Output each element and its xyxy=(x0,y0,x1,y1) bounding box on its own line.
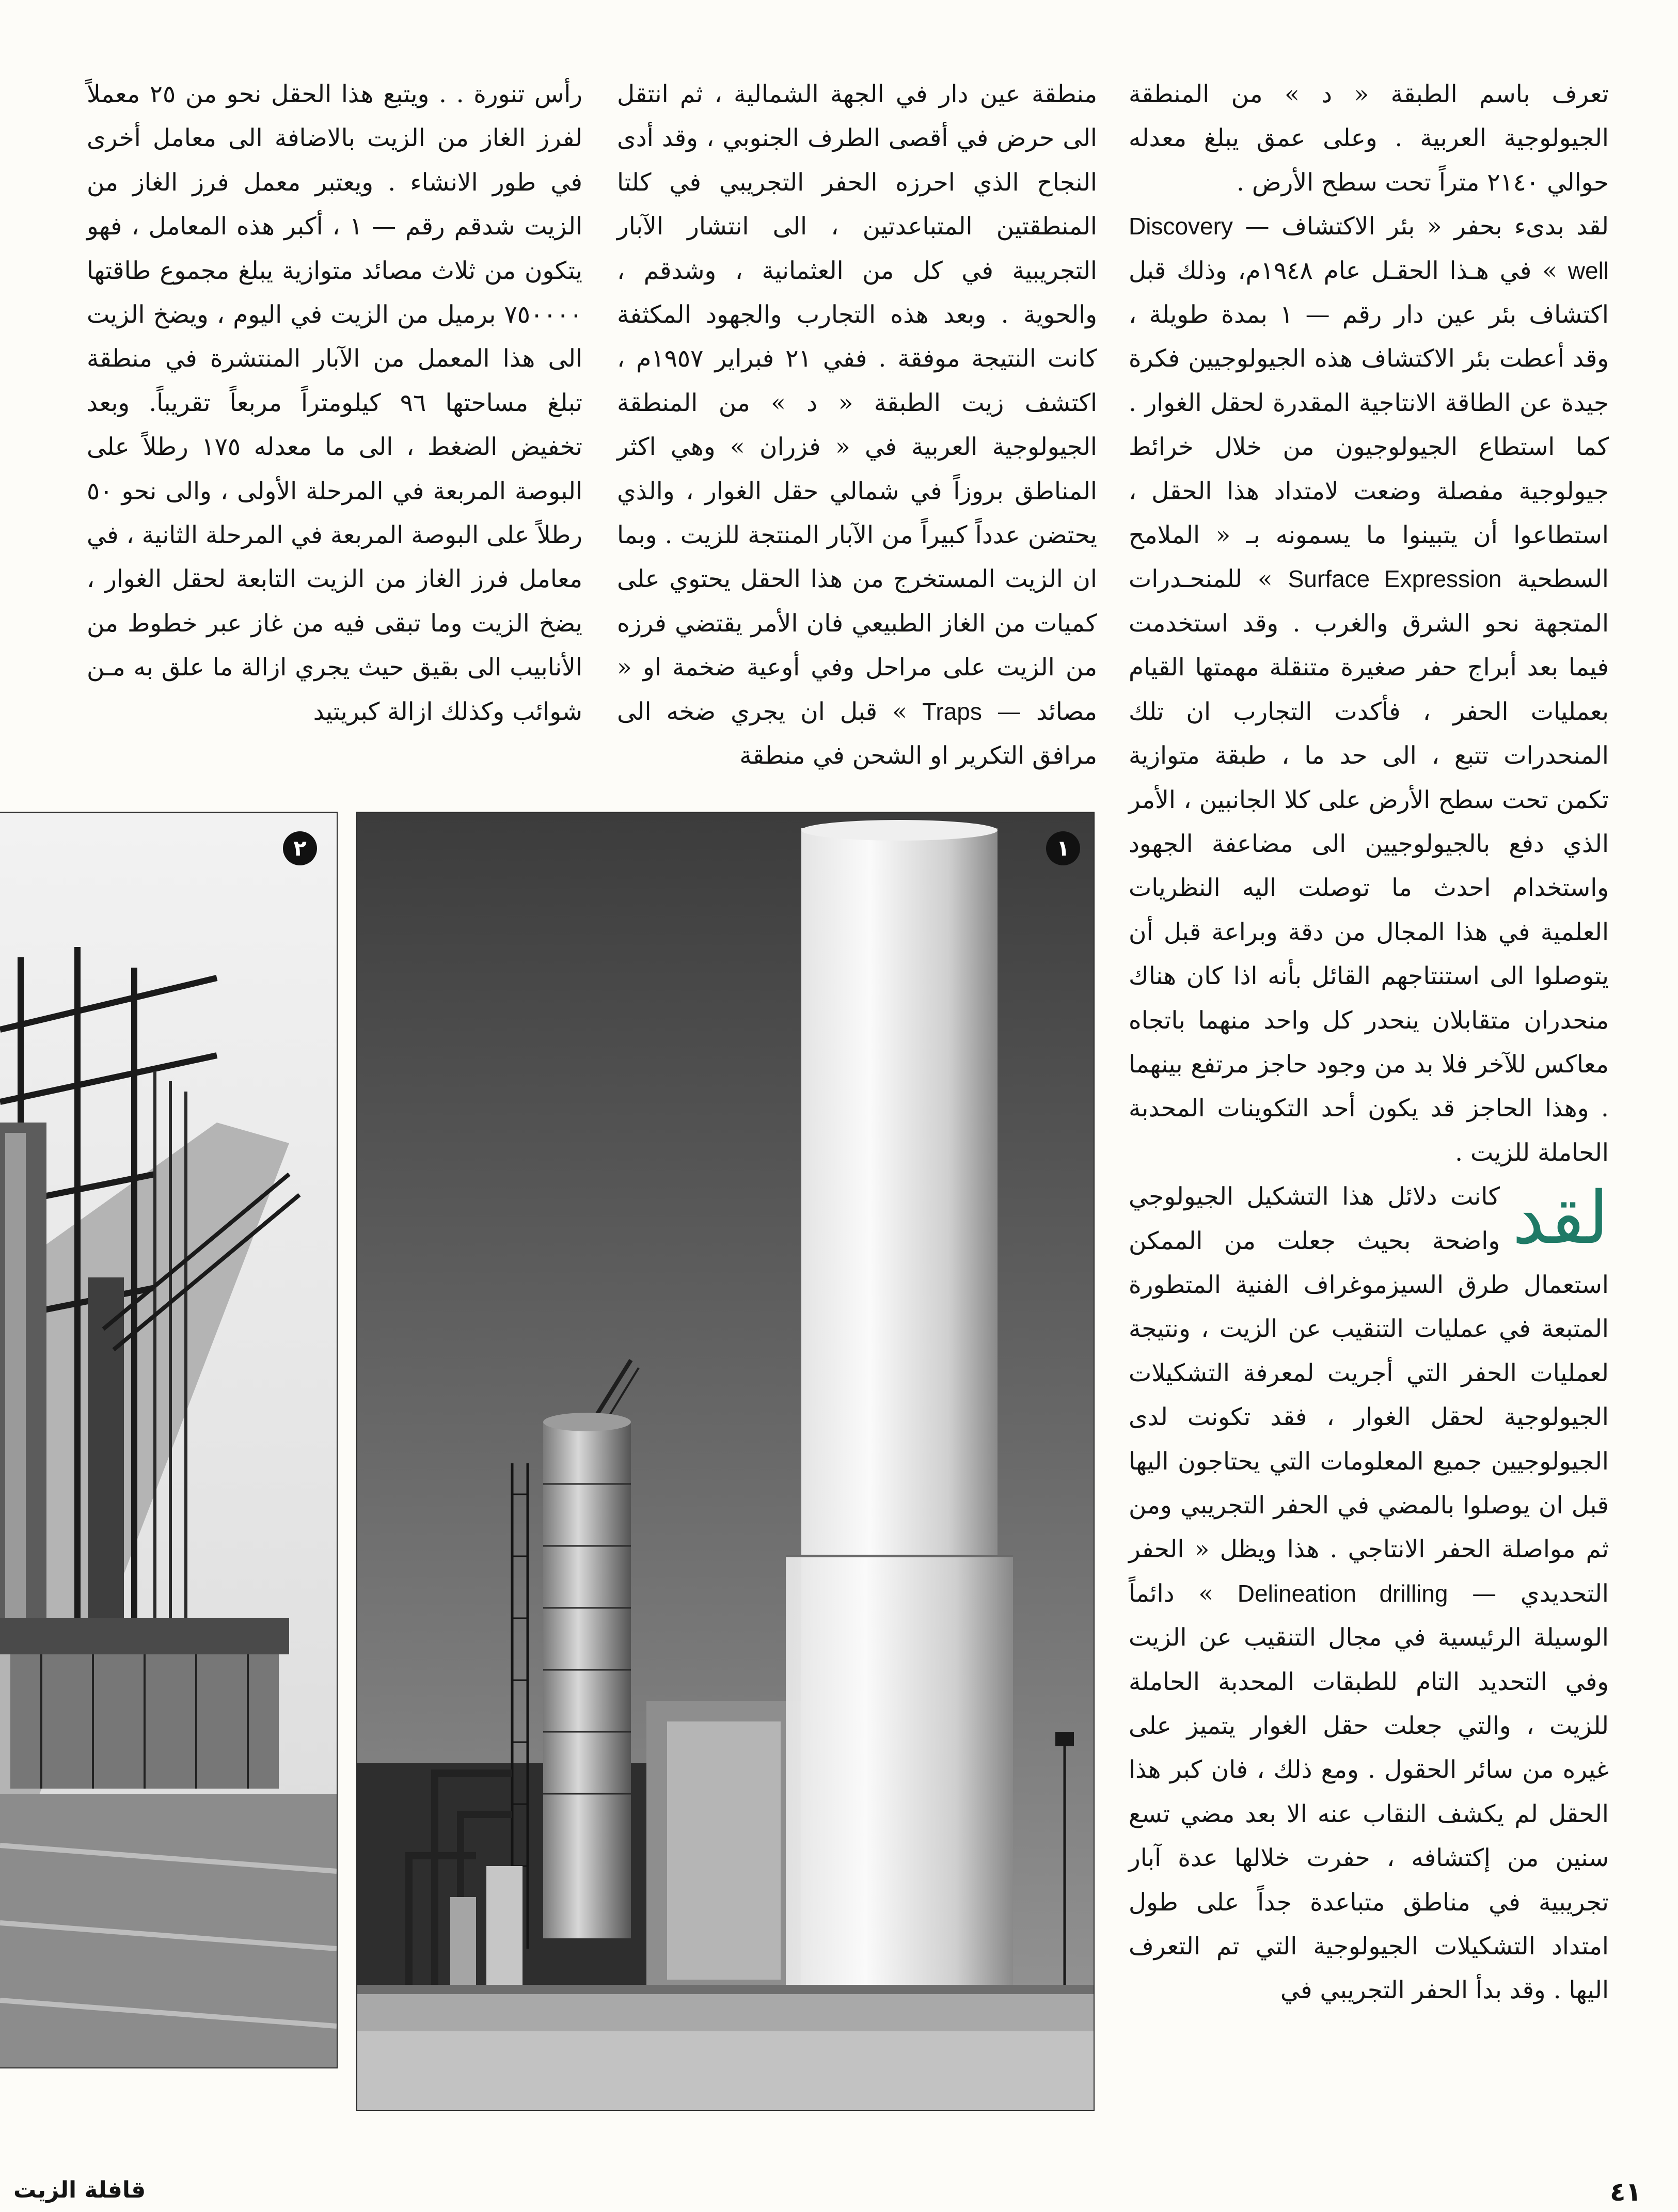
text-run: لقد بدىء بحفر « بئر الاكتشاف — xyxy=(1245,212,1609,241)
paragraph xyxy=(617,72,1097,778)
text-run: » للمنحـدرات المتجهة نحو الشرق والغرب . وقد استخدمت فيما بعد أبراج حفر صغيرة متنقلة مهمتها القيام بعمليات الحفر ، فأكدت التجارب ان تلك المنحدرات تتبع ، الى حد ما ، طبقة متوازية تكمن تحت سطح الأرض على كلا الجانبين ، الأمر الذي دفع بالجيولوجيين الى مضاعفة الجهود واستخدام احدث ما توصلت اليه النظريات العلمية في هذا المجال من دقة وبراعة قبل أن يتوصلوا الى استنتاجهم القائل بأنه اذا كان هناك منحدران متقابلان ينحدر كل واحد منهما باتجاه معاكس للآخر فلا بد من وجود حاجز مرتفع بينهما . وهذا الحاجز قد يكون أحد التكوينات المحدبة الحاملة للزيت . xyxy=(1129,565,1609,1167)
text-run: كانت دلائل هذا التشكيل الجيولوجي واضحة بحيث جعلت من الممكن استعمال طرق السيزموغراف الفنية المتطورة المتبعة في عمليات التنقيب عن الزيت ، ونتيجة لعمليات الحفر التي أجريت لمعرفة التشكيلات الجيولوجية لحقل الغوار ، فقد تكونت لدى الجيولوجيين جميع المعلومات التي يحتاجون اليها قبل ان يوصلوا بالمضي في الحفر التجريبي ومن ثم مواصلة الحفر الانتاجي . هذا ويظل « الحفر التحديدي — xyxy=(1129,1182,1609,1608)
photo-number-badge: ١ xyxy=(1046,831,1080,865)
latin-term: Surface Expression xyxy=(1288,565,1502,593)
drop-cap: لقد xyxy=(1512,1179,1609,1259)
text-column-left xyxy=(87,72,582,734)
latin-term: Traps xyxy=(922,698,982,725)
text-column-right xyxy=(1129,72,1609,2013)
magazine-title: قافلة الزيت xyxy=(13,2177,146,2203)
paragraph xyxy=(1129,204,1609,1175)
text-run: » دائماً الوسيلة الرئيسية في مجال التنقيب عن الزيت وفي التحديد التام للطبقات المحدبة الحاملة للزيت ، والتي جعلت حقل الغوار يتميز على غيره من سائر الحقول . ومع ذلك ، فان كبر هذا الحقل لم يكشف النقاب عنه الا بعد مضي تسع سنين من إكتشافه ، حفرت خلالها عدة آبار تجريبية في مناطق متباعدة جداً على طول امتداد التشكيلات الجيولوجية التي تم التعرف اليها . وقد بدأ الحفر التجريبي في xyxy=(1129,1579,1609,2005)
latin-term: Discovery well xyxy=(1129,213,1609,284)
text-run: منطقة عين دار في الجهة الشمالية ، ثم انتقل الى حرض في أقصى الطرف الجنوبي ، وقد أدى النجاح الذي احرزه الحفر التجريبي في كلتا المنطقتين المتباعدتين ، الى انتشار الآبار التجريبية في كل من العثمانية ، وشدقم ، والحوية . وبعد هذه التجارب والجهود المكثفة كانت النتيجة موفقة . ففي ٢١ فبراير ١٩٥٧م ، اكتشف زيت الطبقة « د » من المنطقة الجيولوجية العربية في « فزران » وهي اكثر المناطق بروزاً في شمالي حقل الغوار ، والذي يحتضن عدداً كبيراً من الآبار المنتجة للزيت . وبما ان الزيت المستخرج من هذا الحقل يحتوي على كميات من الغاز الطبيعي فان الأمر يقتضي فرزه من الزيت على مراحل وفي أوعية ضخمة او « مصائد — xyxy=(617,80,1097,726)
photo-illustration xyxy=(0,813,337,2067)
page-number: ٤١ xyxy=(1610,2177,1642,2207)
text-run: » في هـذا الحقـل عام ١٩٤٨م، وذلك قبل اكتشاف بئر عين دار رقم — ١ بمدة طويلة ، وقد أعطت بئر الاكتشاف هذه الجيولوجيين فكرة جيدة عن الطاقة الانتاجية المقدرة لحقل الغوار . كما استطاع الجيولوجيون من خلال خرائط جيولوجية مفصلة وضعت لامتداد هذا الحقل ، استطاعوا أن يتبينوا ما يسمونه بـ « الملامح السطحية xyxy=(1129,256,1609,594)
latin-term: Delineation drilling xyxy=(1237,1579,1448,1607)
photo-gas-oil-separation-plant xyxy=(0,812,338,2068)
paragraph xyxy=(1129,1175,1609,2013)
paragraph: تعرف باسم الطبقة « د » من المنطقة الجيولوجية العربية . وعلى عمق يبلغ معدله حوالي ٢١٤٠ متراً تحت سطح الأرض . xyxy=(1129,80,1609,197)
text-column-middle xyxy=(617,72,1097,778)
paragraph: رأس تنورة . . ويتبع هذا الحقل نحو من ٢٥ معملاً لفرز الغاز من الزيت بالاضافة الى معامل أخرى في طور الانشاء . ويعتبر معمل فرز الغاز من الزيت شدقم رقم — ١ ، أكبر هذه المعامل ، فهو يتكون من ثلاث مصائد متوازية يبلغ مجموع طاقتها ٧٥٠٠٠٠ برميل من الزيت في اليوم ، ويضخ الزيت الى هذا المعمل من الآبار المنتشرة في منطقة تبلغ مساحتها ٩٦ كيلومتراً مربعاً تقريباً. وبعد تخفيض الضغط ، الى ما معدله ١٧٥ رطلاً على البوصة المربعة في المرحلة الأولى ، والى نحو ٥٠ رطلاً على البوصة المربعة في المرحلة الثانية ، في معامل فرز الغاز من الزيت التابعة لحقل الغوار ، يضخ الزيت وما تبقى فيه من غاز عبر خطوط من الأنابيب الى بقيق حيث يجري ازالة ما علق به مـن شوائب وكذلك ازالة كبريتيد xyxy=(87,80,582,726)
photo-number-badge: ٢ xyxy=(283,831,317,865)
text-run: » قبل ان يجري ضخه الى مرافق التكرير او الشحن في منطقة xyxy=(617,697,1097,770)
photo-illustration xyxy=(357,813,1094,2110)
photo-gas-oil-separator-tank xyxy=(356,812,1095,2111)
